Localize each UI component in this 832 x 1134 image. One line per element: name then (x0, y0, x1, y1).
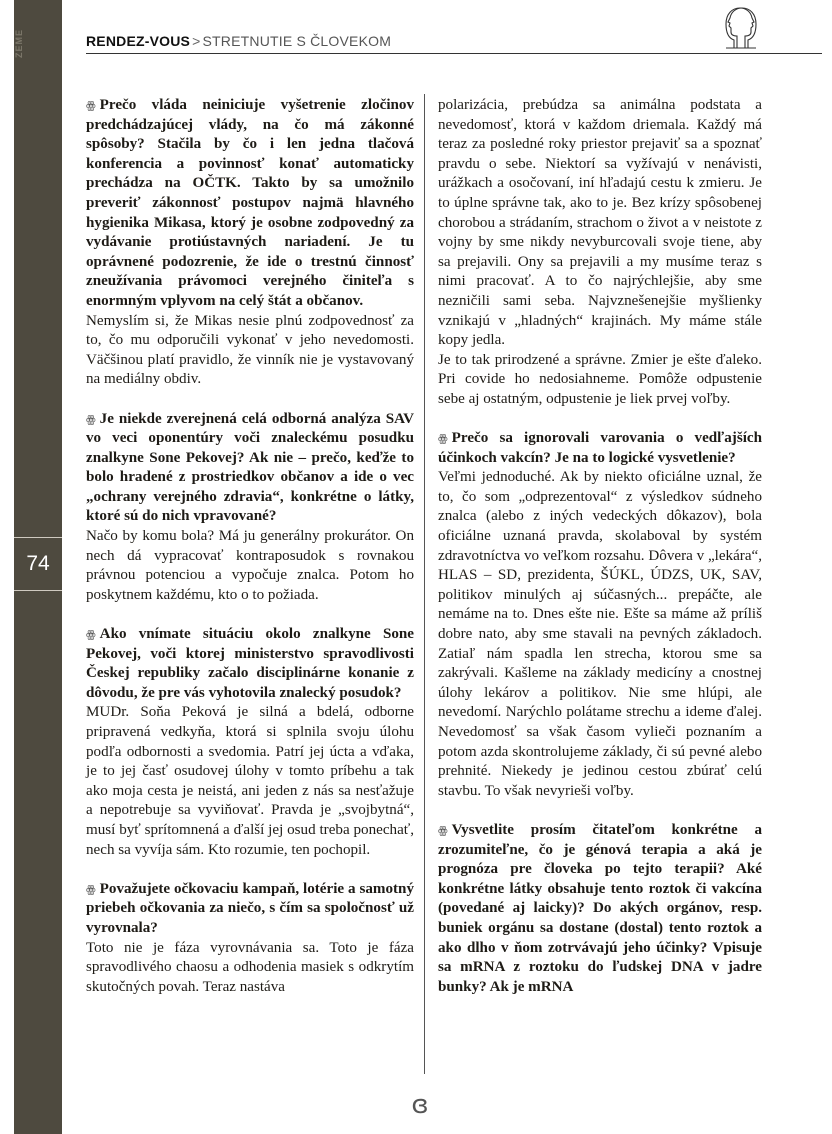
interview-answer: MUDr. Soňa Peková je silná a bdelá, odborne pripravená vedkyňa, ktorá si splnila svoju úlohu podľa odbornosti a svedomia. Patrí jej úcta a vďaka, je to jej časť osudovej úlohy v tomto príbehu a tak ako moja cesta je neistá, ani jeden z nás sa nesťažuje a nepotrebuje sa vyviňovať. Pravda je „svojbytná“, musí byť sprítomnená a ďalší jej osud treba ponechať, nech sa vyvíja sám. Kto rozumie, ten pochopil. (86, 704, 414, 858)
question-bullet-icon: ꙮ (438, 823, 448, 837)
question-bullet-icon: ꙮ (86, 882, 96, 896)
breadcrumb-separator: > (192, 33, 201, 49)
interview-answer: Nemyslím si, že Mikas nesie plnú zodpovednosť za to, čo mu odporučili vykonať v jeho nevedomosti. Väčšinou platí pravidlo, že vinník nie je vystavovaný na mediálny obdiv. (86, 312, 414, 388)
column-divider (424, 94, 425, 1074)
footer-logo-icon: ɞ (411, 1090, 429, 1120)
magazine-label: ZEME (14, 28, 24, 58)
interview-question: ꙮ Považujete očkovaciu kampaň, lotérie a samotný priebeh očkovania za niečo, s čím sa spoločnosť už vyrovnala? (86, 880, 414, 936)
header-rule (86, 53, 822, 54)
page-number: 74 (14, 537, 62, 591)
interview-question: ꙮ Ako vnímate situáciu okolo znalkyne Sone Pekovej, voči ktorej ministerstvo spravodlivosti Českej republiky začalo disciplinárne konanie z dôvodu, že pre vás vyhotovila znalecký posudok? (86, 626, 414, 701)
breadcrumb (86, 33, 391, 49)
two-heads-profile-icon (716, 4, 766, 50)
interview-question: ꙮ Vysvetlite prosím čitateľom konkrétne a zrozumiteľne, čo je génová terapia a aká je prognóza pre človeka po tejto terapii? Aké konkrétne látky obsahuje tento roztok či vakcína (povedané aj laicky)? Do akých orgánov, resp. buniek orgánu sa dostane (dostal) tento roztok a ako dlho v ňom zotrvávajú jeho účinky? Vpisuje sa mRNA z roztoku do ľudskej DNA v jadre bunky? Ak je mRNA (438, 821, 762, 995)
interview-answer: polarizácia, prebúdza sa animálna podstata a nevedomosť, ktorá v každom driemala. Každý má teraz za posledné roky priestor prejaviť sa a spoznať pravdu o sebe. Niektorí sa vyžívajú v nenávisti, urážkach a osočovaní, iní hľadajú cestu k zmieru. Je to úplne správne tak, ako to je. Bez krízy spôsobenej chorobou a strádaním, strachom o život a v neistote z vojny by sme nikdy nevyburcovali svoje tiene, aby sa prejavili. Ony sa prejavili a my musíme teraz s nimi pracovať. A to čo najrýchlejšie, aby sme nezničili sami seba. Najvznešenejšie myšlienky vznikajú v „hladných“ krajinách. My máme stále kopy jedla. (438, 97, 762, 349)
subsection-title: STRETNUTIE S ČLOVEKOM (202, 33, 392, 49)
question-bullet-icon: ꙮ (438, 432, 448, 446)
article-column-right (438, 96, 762, 997)
question-bullet-icon: ꙮ (86, 99, 96, 112)
article-column-left (86, 96, 414, 997)
interview-answer: Načo by komu bola? Má ju generálny prokurátor. On nech dá vypracovať kontraposudok s rovnakou právnou potenciou a vypočuje znalca. Potom ho poskytnem každému, kto o to požiada. (86, 528, 414, 603)
interview-question: ꙮ Prečo sa ignorovali varovania o vedľajších účinkoch vakcín? Je na to logické vysvetlenie? (438, 430, 762, 466)
interview-question: ꙮ Prečo vláda neiniciuje vyšetrenie zločinov predchádzajúcej vlády, na čo má zákonné spôsoby? Stačila by čo i len jedna tlačová konferencia a povinnosť konať automaticky prechádza na OČTK. Takto by sa umožnilo preveriť zákonnosť postupov najmä hlavného hygienika Mikasa, ktorý je osobne zodpovedný za vydávanie protiústavných nariadení. Je tu oprávnené podozrenie, že ide o trestnú činnosť zneužívania právomoci verejného činiteľa s enormným vplyvom na celý štát a občanov. (86, 97, 414, 309)
question-bullet-icon: ꙮ (86, 628, 96, 642)
interview-answer: Je to tak prirodzené a správne. Zmier je ešte ďaleko. Pri covide ho nedosiahneme. Pomôže odpustenie sebe aj ostatným, odpustenie je liek prvej voľby. (438, 351, 762, 407)
question-bullet-icon: ꙮ (86, 412, 96, 426)
interview-answer: Toto nie je fáza vyrovnávania sa. Toto je fáza spravodlivého chaosu a odhodenia masiek s odkrytím skutočných povah. Teraz nastáva (86, 939, 414, 995)
interview-question: ꙮ Je niekde zverejnená celá odborná analýza SAV vo veci oponentúry voči znaleckému posudku znalkyne Sone Pekovej? Ak nie – prečo, keďže to bolo hradené z prostriedkov občanov a ide o vec „ochrany verejného zdravia“, konkrétne o látky, ktoré sú do nich vpravované? (86, 410, 414, 525)
interview-answer: Veľmi jednoduché. Ak by niekto oficiálne uznal, že to, čo som „odprezentoval“ z výsledkov súdneho znalca (alebo z iných vedeckých dôkazov), bola oficiálne uznaná pravda, skolaboval by systém zdravotníctva vo veľkom rozsahu. Dôvera v „lekára“, HLAS – SD, prezidenta, ŠÚKL, ÚDZS, UK, SAV, politikov minulých aj súčasných... prepáčte, ale nemáme na to. Dnes ešte nie. Ešte sa máme až príliš dobre nato, aby sme stavali na pevných základoch. Zatiaľ nám spadla len strecha, ktorou sme sa zakrývali. Kašleme na základy medicíny a cnostnej úlohy lekárov a politikov. Nie sme hlúpi, ale nevedomí. Narýchlo polátame strechu a ideme ďalej. Nevedomosť sa však časom vylieči poznaním a potom azda skontrolujeme základy, či sú pevné alebo prehnité. Niekedy je jedinou cestou zbúrať celú stavbu. To však nevyrieši voľby. (438, 469, 762, 799)
section-title: RENDEZ-VOUS (86, 33, 191, 49)
